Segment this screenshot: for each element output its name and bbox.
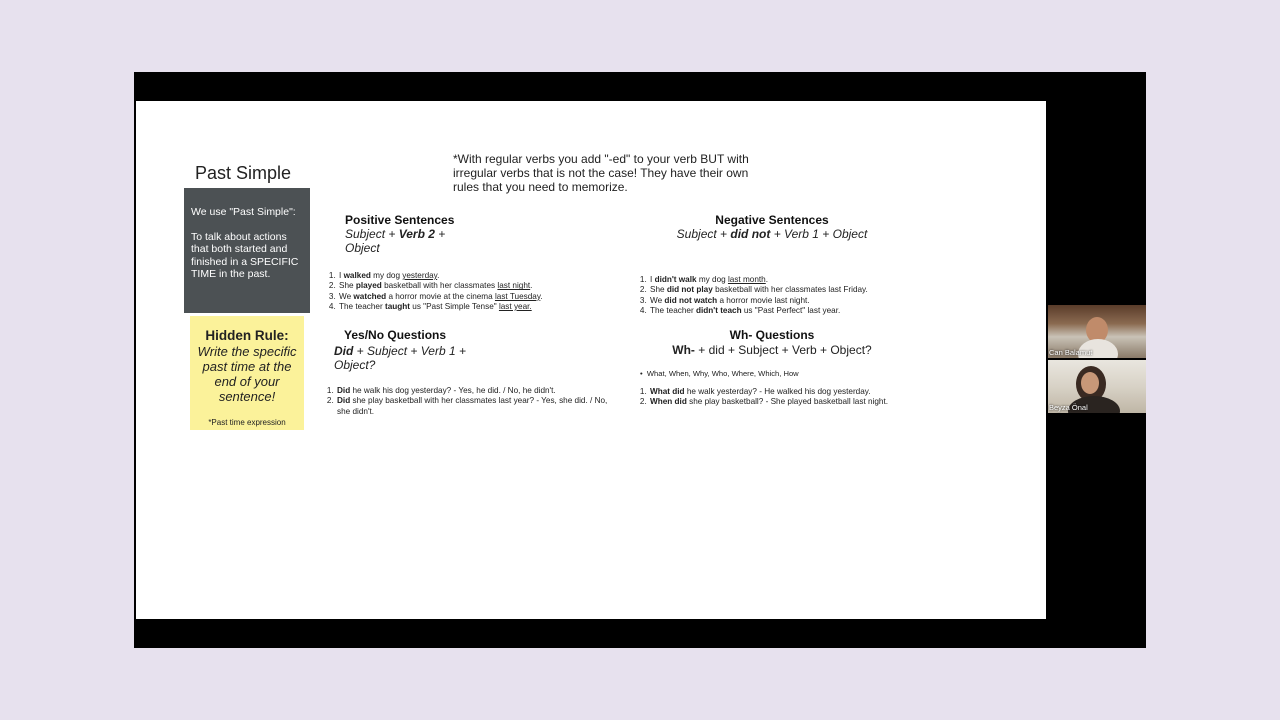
negative-examples <box>638 275 919 316</box>
yes-no-heading: Yes/No Questions <box>344 328 447 342</box>
hidden-rule-text: Write the specific past time at the end of your sentence! <box>197 344 297 404</box>
hidden-rule-box <box>190 316 304 430</box>
list-item: 3. We watched a horror movie at the cinema last Tuesday. <box>338 292 608 302</box>
wh-words-list: • What, When, Why, Who, Where, Which, How <box>640 369 799 378</box>
slide-title: Past Simple <box>195 163 292 183</box>
presentation-slide <box>136 101 1046 619</box>
participant-name: Can Balamut <box>1049 348 1093 357</box>
hidden-rule-note: *Past time expression <box>208 418 286 427</box>
list-item: 3. We did not watch a horror movie last night. <box>649 296 919 306</box>
wh-questions-section <box>672 328 872 357</box>
wh-questions-formula: Wh- + did + Subject + Verb + Object? <box>672 343 872 357</box>
wh-examples <box>638 387 889 408</box>
list-item: 4. The teacher taught us "Past Simple Tense" last year. <box>338 302 608 312</box>
list-item: 1. I didn't walk my dog last month. <box>649 275 919 285</box>
list-item: 1. I walked my dog yesterday. <box>338 271 608 281</box>
list-item: 2. Did she play basketball with her classmates last year? - Yes, she did. / No, she didn't. <box>336 396 616 417</box>
positive-heading: Positive Sentences <box>345 213 455 227</box>
shared-screen-window <box>134 72 1146 648</box>
yes-no-formula: Did + Subject + Verb 1 + Object? <box>334 344 466 372</box>
yes-no-examples <box>325 386 616 417</box>
list-item: 2. She played basketball with her classmates last night. <box>338 281 608 291</box>
irregular-verbs-note: *With regular verbs you add "-ed" to your verb BUT with irregular verbs that is not the case! They have their own rules that you need to memorize. <box>453 152 749 194</box>
participant-name: Beyza Önal <box>1049 403 1088 412</box>
yes-no-section <box>334 328 479 372</box>
definition-box <box>184 188 310 313</box>
positive-section <box>345 213 465 255</box>
list-item: 1. What did he walk yesterday? - He walked his dog yesterday. <box>649 387 889 397</box>
list-item: 1. Did he walk his dog yesterday? - Yes, he did. / No, he didn't. <box>336 386 616 396</box>
negative-heading: Negative Sentences <box>715 213 829 227</box>
positive-examples <box>327 271 608 312</box>
list-item: 2. When did she play basketball? - She played basketball last night. <box>649 397 889 407</box>
definition-intro: We use "Past Simple": <box>191 206 296 218</box>
list-item: 4. The teacher didn't teach us "Past Perfect" last year. <box>649 306 919 316</box>
positive-formula: Subject + Verb 2 + Object <box>345 227 446 255</box>
participant-tile[interactable] <box>1048 305 1146 358</box>
participant-videos <box>1048 305 1146 415</box>
negative-formula: Subject + did not + Verb 1 + Object <box>676 227 868 241</box>
hidden-rule-title: Hidden Rule: <box>205 328 289 343</box>
participant-face <box>1081 372 1099 394</box>
wh-questions-heading: Wh- Questions <box>729 328 815 342</box>
participant-tile[interactable] <box>1048 360 1146 413</box>
definition-text: To talk about actions that both started and finished in a SPECIFIC TIME in the past. <box>191 230 299 280</box>
negative-section <box>672 213 872 241</box>
list-item: 2. She did not play basketball with her classmates last Friday. <box>649 285 919 295</box>
